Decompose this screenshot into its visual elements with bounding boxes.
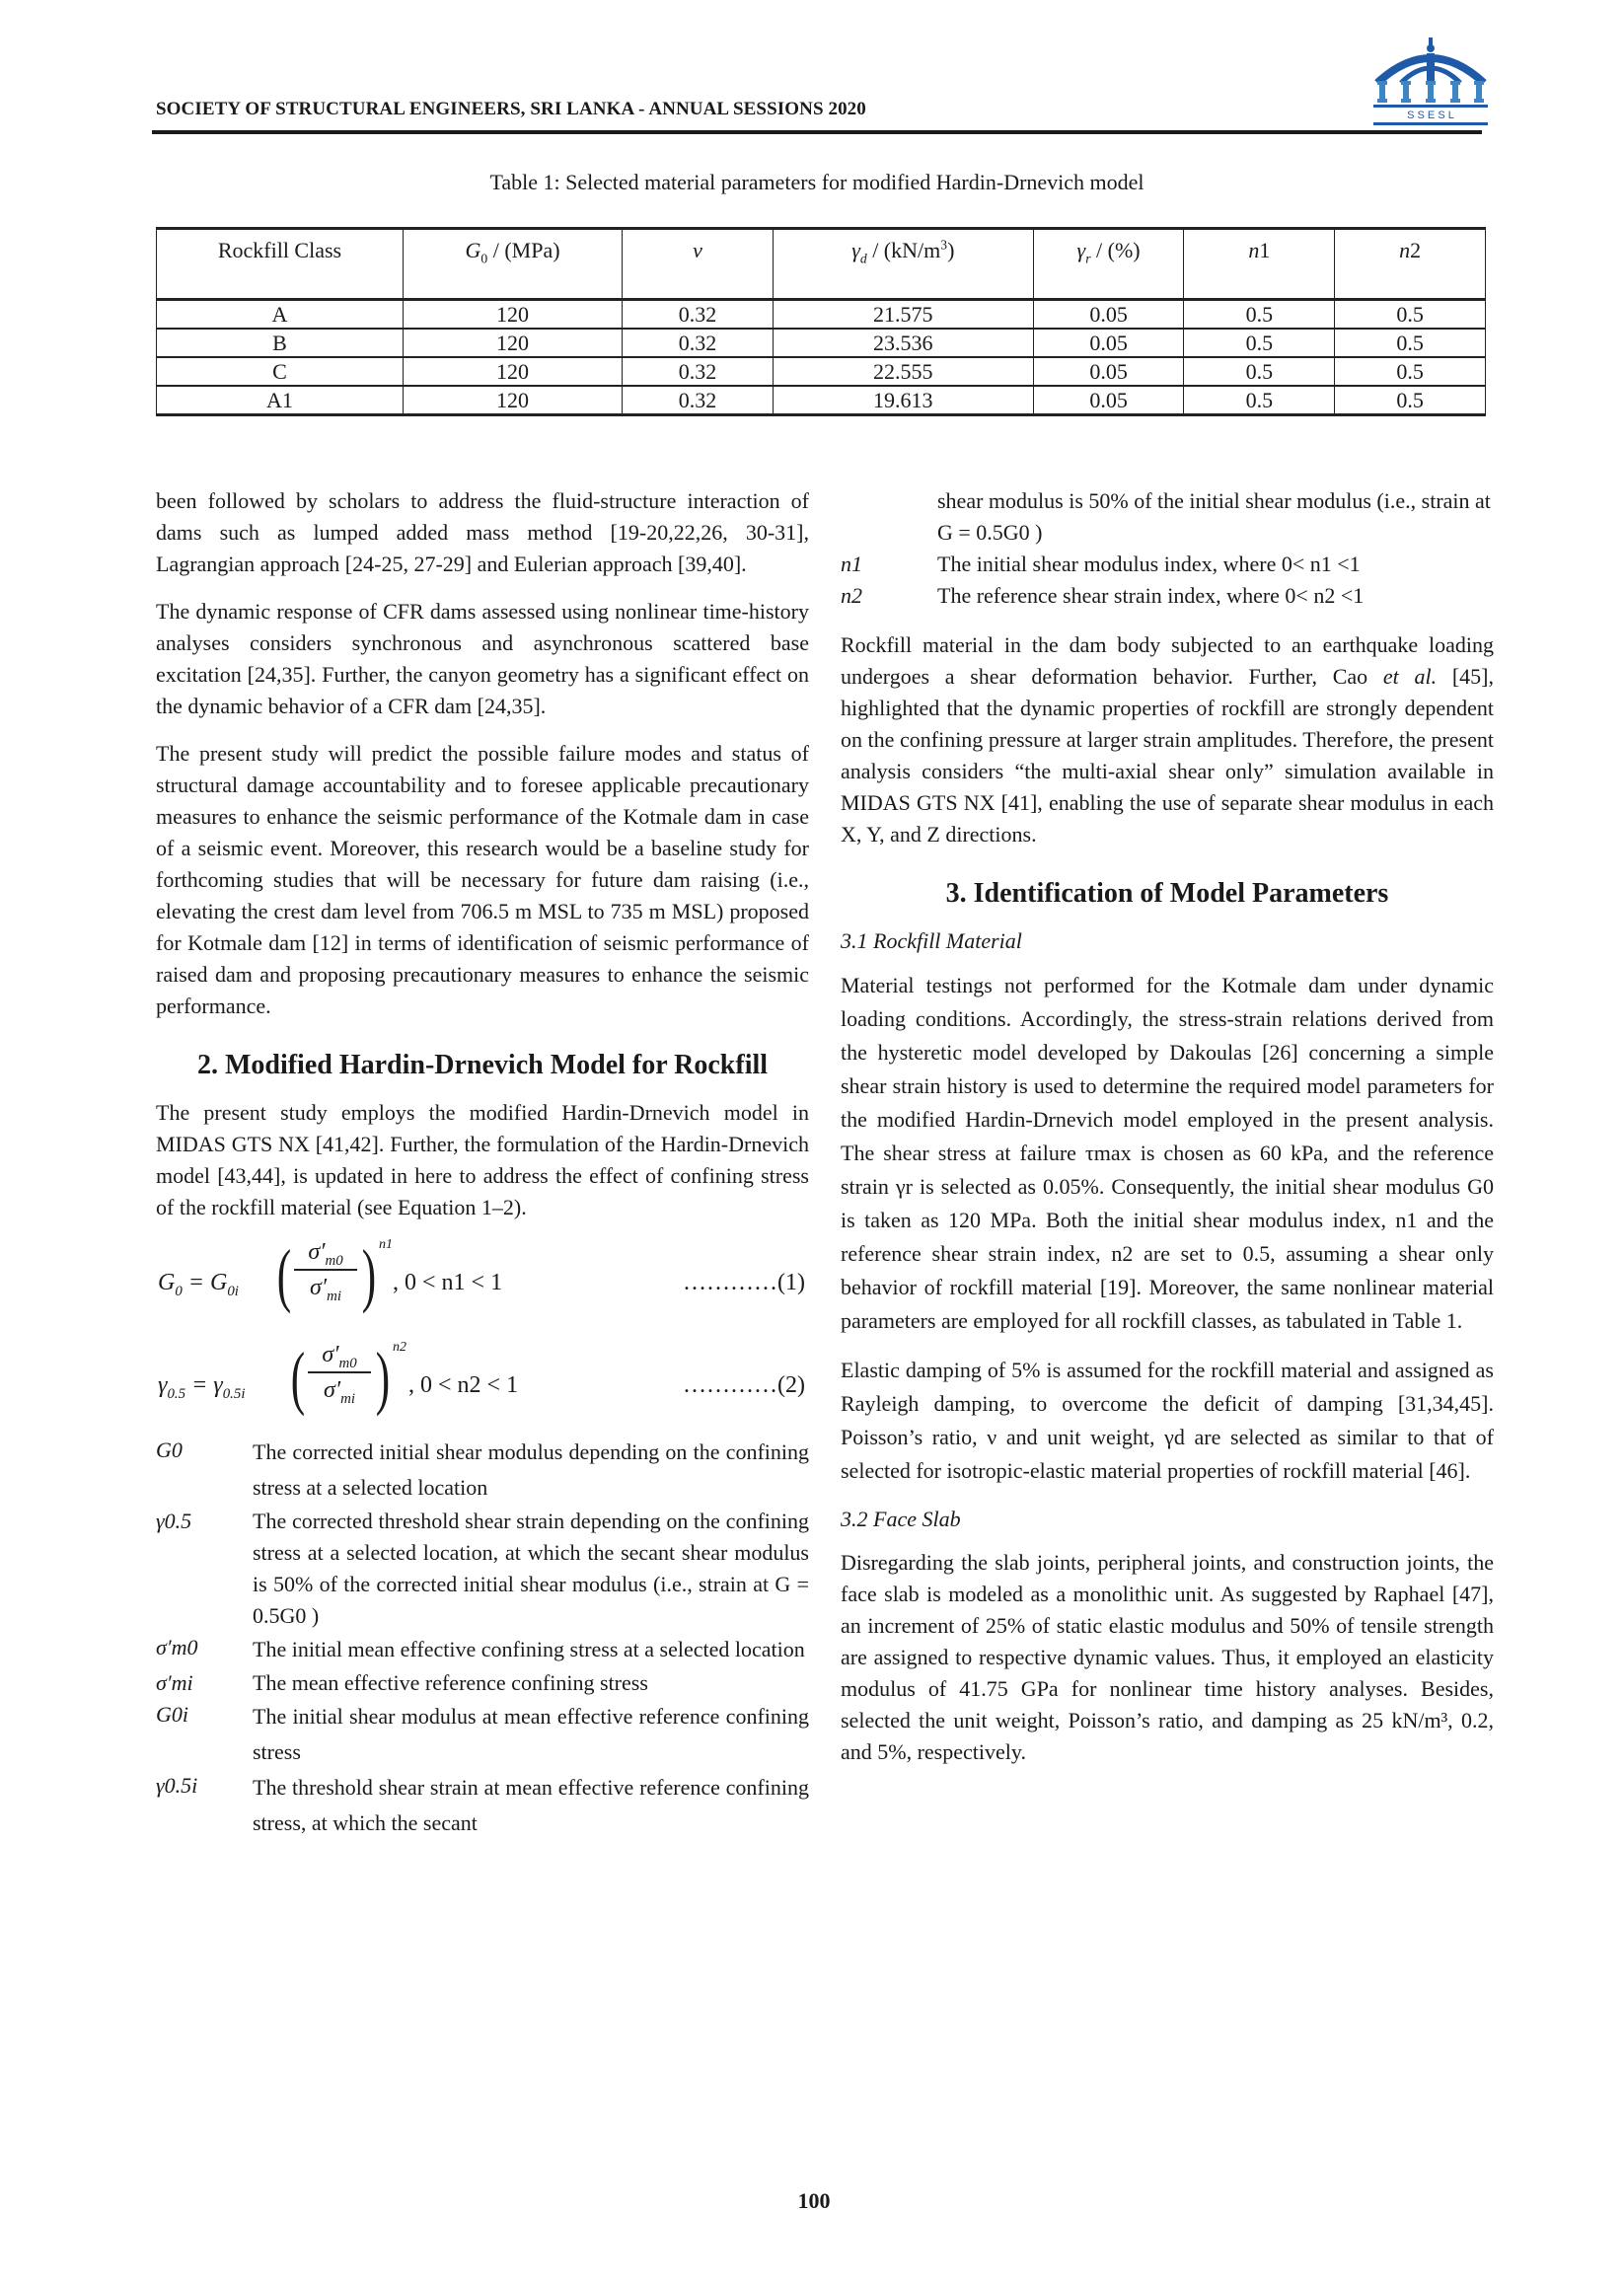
table-row (157, 386, 1486, 415)
equation-1 (156, 1229, 809, 1332)
definition-item (841, 580, 1494, 612)
definition-symbol: σ′m0 (156, 1635, 198, 1659)
paragraph: The present study employs the modified Hardin-Drnevich model in MIDAS GTS NX [41,42]. Further, the formulation of the Hardin-Drnevich model [43,44], is updated in here to address the effect of confining stress of the rockfill material (see Equation 1–2). (156, 1100, 809, 1219)
material-parameters-table (156, 227, 1486, 416)
definition-text: The corrected initial shear modulus depending on the confining stress at a selected location (253, 1439, 809, 1500)
definition-symbol: G0 (156, 1437, 183, 1462)
eq1-lhs: $G_0 = G_{0i}$ (158, 1270, 239, 1299)
cell-n2: 0.5 (1335, 329, 1486, 357)
cell-class: A (157, 300, 404, 330)
cell-class: A1 (157, 386, 404, 415)
definition-symbol: γ0.5 (156, 1509, 192, 1533)
page-number: 100 (797, 2188, 831, 2213)
cell-n2: 0.5 (1335, 386, 1486, 415)
definition-text: The reference shear strain index, where 0< n2 <1 (937, 583, 1365, 608)
col-header-rockfill-class: Rockfill Class (157, 229, 404, 300)
cell-class: B (157, 329, 404, 357)
cell-n2: 0.5 (1335, 300, 1486, 330)
cell-g0: 120 (403, 329, 622, 357)
definition-text: The initial mean effective confining stress at a selected location (253, 1637, 805, 1661)
col-header-nu: ν (623, 229, 774, 300)
definition-text: The initial shear modulus at mean effective reference confining stress (253, 1704, 809, 1764)
definition-symbol: γ0.5i (156, 1773, 198, 1798)
cell-gamma-r: 0.05 (1033, 357, 1184, 386)
cell-gamma-d: 19.613 (773, 386, 1033, 415)
table-caption: Table 1: Selected material parameters for modified Hardin-Drnevich model (489, 170, 1144, 194)
ssesl-logo-icon (1369, 36, 1492, 126)
table-row (157, 357, 1486, 386)
eq2-exponent: n2 (393, 1340, 406, 1355)
definition-text: The corrected threshold shear strain depending on the confining stress at a selected location, at which the secant shear modulus is 50% of the corrected initial shear modulus (i.e., strain at G = 0.5G0 ) (253, 1509, 809, 1628)
eq2-number: …………(2) (683, 1372, 805, 1398)
eq2-fraction: $\sigma'_{m0}$ $\sigma'_{mi}$ (308, 1340, 371, 1405)
svg-text:S S E S L: S S E S L (1407, 110, 1454, 121)
definition-continuation (841, 485, 1494, 549)
cell-g0: 120 (403, 386, 622, 415)
eq1-number: …………(1) (683, 1270, 805, 1295)
cell-gamma-d: 23.536 (773, 329, 1033, 357)
col-header-gamma-r: $\gamma_r$ / (%) (1033, 229, 1184, 300)
definition-item (156, 1435, 809, 1506)
cell-n1: 0.5 (1184, 357, 1335, 386)
paragraph: The present study will predict the possible failure modes and status of structural damage accountability and to foresee applicable precautionary measures to enhance the seismic performance of the Kotmale dam in case of a seismic event. Moreover, this research would be a baseline study for forthcoming studies that will be necessary for future dam raising (i.e., elevating the crest dam level from 706.5 m MSL to 735 m MSL) proposed for Kotmale dam [12] in terms of identification of seismic performance of raised dam and proposing precautionary measures to enhance the seismic performance. (156, 741, 809, 1018)
cell-n2: 0.5 (1335, 357, 1486, 386)
definition-symbol: n1 (841, 552, 862, 576)
running-header: SOCIETY OF STRUCTURAL ENGINEERS, SRI LANKA - ANNUAL SESSIONS 2020 (156, 99, 866, 119)
col-header-n2: n2 (1335, 229, 1486, 300)
definition-item (841, 549, 1494, 580)
paragraph: Material testings not performed for the Kotmale dam under dynamic loading conditions. Accordingly, the stress-strain relations derived from the hysteretic model developed by Dakoulas [26] concerning a simple shear strain history is used to determine the required model parameters for the modified Hardin-Drnevich model employed in the present analysis. The shear stress at failure τmax is chosen as 60 kPa, and the reference strain γr is selected as 0.05%. Consequently, the initial shear modulus G0 is taken as 120 MPa. Both the initial shear modulus index, n1 and the reference shear strain index, n2 are set to 0.5, assuming a shear only behavior of rockfill material [19]. Moreover, the same nonlinear material parameters are employed for all rockfill classes, as tabulated in Table 1. (841, 973, 1494, 1333)
cell-g0: 120 (403, 357, 622, 386)
eq1-condition: , 0 < n1 < 1 (393, 1270, 503, 1295)
col-header-g0: $G_0 / (MPa)$ (403, 229, 622, 300)
cell-nu: 0.32 (623, 329, 774, 357)
definition-text: shear modulus is 50% of the initial shear modulus (i.e., strain at G = 0.5G0 ) (937, 488, 1491, 545)
cell-nu: 0.32 (623, 300, 774, 330)
definition-item (156, 1667, 809, 1699)
subsection-heading-3-2: 3.2 Face Slab (841, 1507, 961, 1531)
eq2-condition: , 0 < n2 < 1 (408, 1372, 519, 1398)
eq1-left-paren: ( (276, 1235, 292, 1314)
definition-symbol: σ′mi (156, 1670, 193, 1695)
cell-n1: 0.5 (1184, 386, 1335, 415)
right-column (841, 485, 1494, 1784)
table-row (157, 300, 1486, 330)
paragraph: Disregarding the slab joints, peripheral joints, and construction joints, the face slab is modeled as a monolithic unit. As suggested by Raphael [47], an increment of 25% of static elastic modulus and 50% of tensile strength are assigned to respective dynamic values. Thus, it employed an elasticity modulus of 41.75 GPa for nonlinear time history analyses. Besides, selected the unit weight, Poisson’s ratio, and damping as 25 kN/m³, 0.2, and 5%, respectively. (841, 1550, 1494, 1764)
section-heading-2: 2. Modified Hardin-Drnevich Model for Rockfill (196, 1050, 769, 1080)
definition-item (156, 1632, 809, 1667)
eq1-exponent: n1 (379, 1237, 393, 1252)
definition-symbol: G0i (156, 1702, 188, 1727)
header-rule (152, 130, 1482, 134)
definition-text: The threshold shear strain at mean effective reference confining stress, at which the secant (253, 1775, 809, 1835)
cell-gamma-r: 0.05 (1033, 300, 1184, 330)
cell-gamma-d: 22.555 (773, 357, 1033, 386)
table-header-row (157, 229, 1486, 300)
paragraph: Rockfill material in the dam body subjected to an earthquake loading undergoes a shear deformation behavior. Further, Cao et al. [45], highlighted that the dynamic properties of rockfill are strongly dependent on the confining pressure at larger strain amplitudes. Therefore, the present analysis considers “the multi-axial shear only” simulation available in MIDAS GTS NX [41], enabling the use of separate shear modulus in each X, Y, and Z directions. (841, 632, 1494, 847)
cell-class: C (157, 357, 404, 386)
cell-gamma-r: 0.05 (1033, 329, 1184, 357)
definition-item (156, 1699, 809, 1770)
definition-text: The mean effective reference confining stress (253, 1670, 648, 1695)
cell-n1: 0.5 (1184, 329, 1335, 357)
eq2-left-paren: ( (290, 1338, 306, 1417)
eq2-lhs: $\gamma_{0.5} = \gamma_{0.5i}$ (158, 1372, 246, 1402)
paragraph: The dynamic response of CFR dams assessed using nonlinear time-history analyses considers synchronous and asynchronous scattered base excitation [24,35]. Further, the canyon geometry has a significant effect on the dynamic behavior of a CFR dam [24,35]. (156, 599, 809, 718)
definition-item (156, 1770, 809, 1841)
eq1-right-paren: ) (361, 1235, 377, 1314)
left-column (156, 485, 809, 1841)
col-header-n1: n1 (1184, 229, 1335, 300)
paragraph: been followed by scholars to address the fluid-structure interaction of dams such as lumped added mass method [19-20,22,26, 30-31], Lagrangian approach [24-25, 27-29] and Eulerian approach [39,40]. (156, 488, 809, 576)
cell-nu: 0.32 (623, 386, 774, 415)
eq1-fraction: $\sigma'_{m0}$ $\sigma'_{mi}$ (294, 1237, 357, 1302)
subsection-heading-3-1: 3.1 Rockfill Material (841, 928, 1022, 953)
eq2-right-paren: ) (375, 1338, 391, 1417)
definition-symbol: n2 (841, 583, 862, 608)
cell-gamma-r: 0.05 (1033, 386, 1184, 415)
cell-nu: 0.32 (623, 357, 774, 386)
definition-text: The initial shear modulus index, where 0< n1 <1 (937, 552, 1361, 576)
definition-item (156, 1506, 809, 1632)
paragraph: Elastic damping of 5% is assumed for the rockfill material and assigned as Rayleigh damping, to overcome the deficit of damping [31,34,45]. Poisson’s ratio, ν and unit weight, γd are selected as similar to that of selected for isotropic-elastic material properties of rockfill material [46]. (841, 1358, 1494, 1483)
col-header-gamma-d: $\gamma_d / (kN/m^3)$ (773, 229, 1033, 300)
equation-2 (156, 1332, 809, 1435)
cell-g0: 120 (403, 300, 622, 330)
cell-gamma-d: 21.575 (773, 300, 1033, 330)
cell-n1: 0.5 (1184, 300, 1335, 330)
section-heading-3: 3. Identification of Model Parameters (945, 878, 1389, 909)
table-row (157, 329, 1486, 357)
